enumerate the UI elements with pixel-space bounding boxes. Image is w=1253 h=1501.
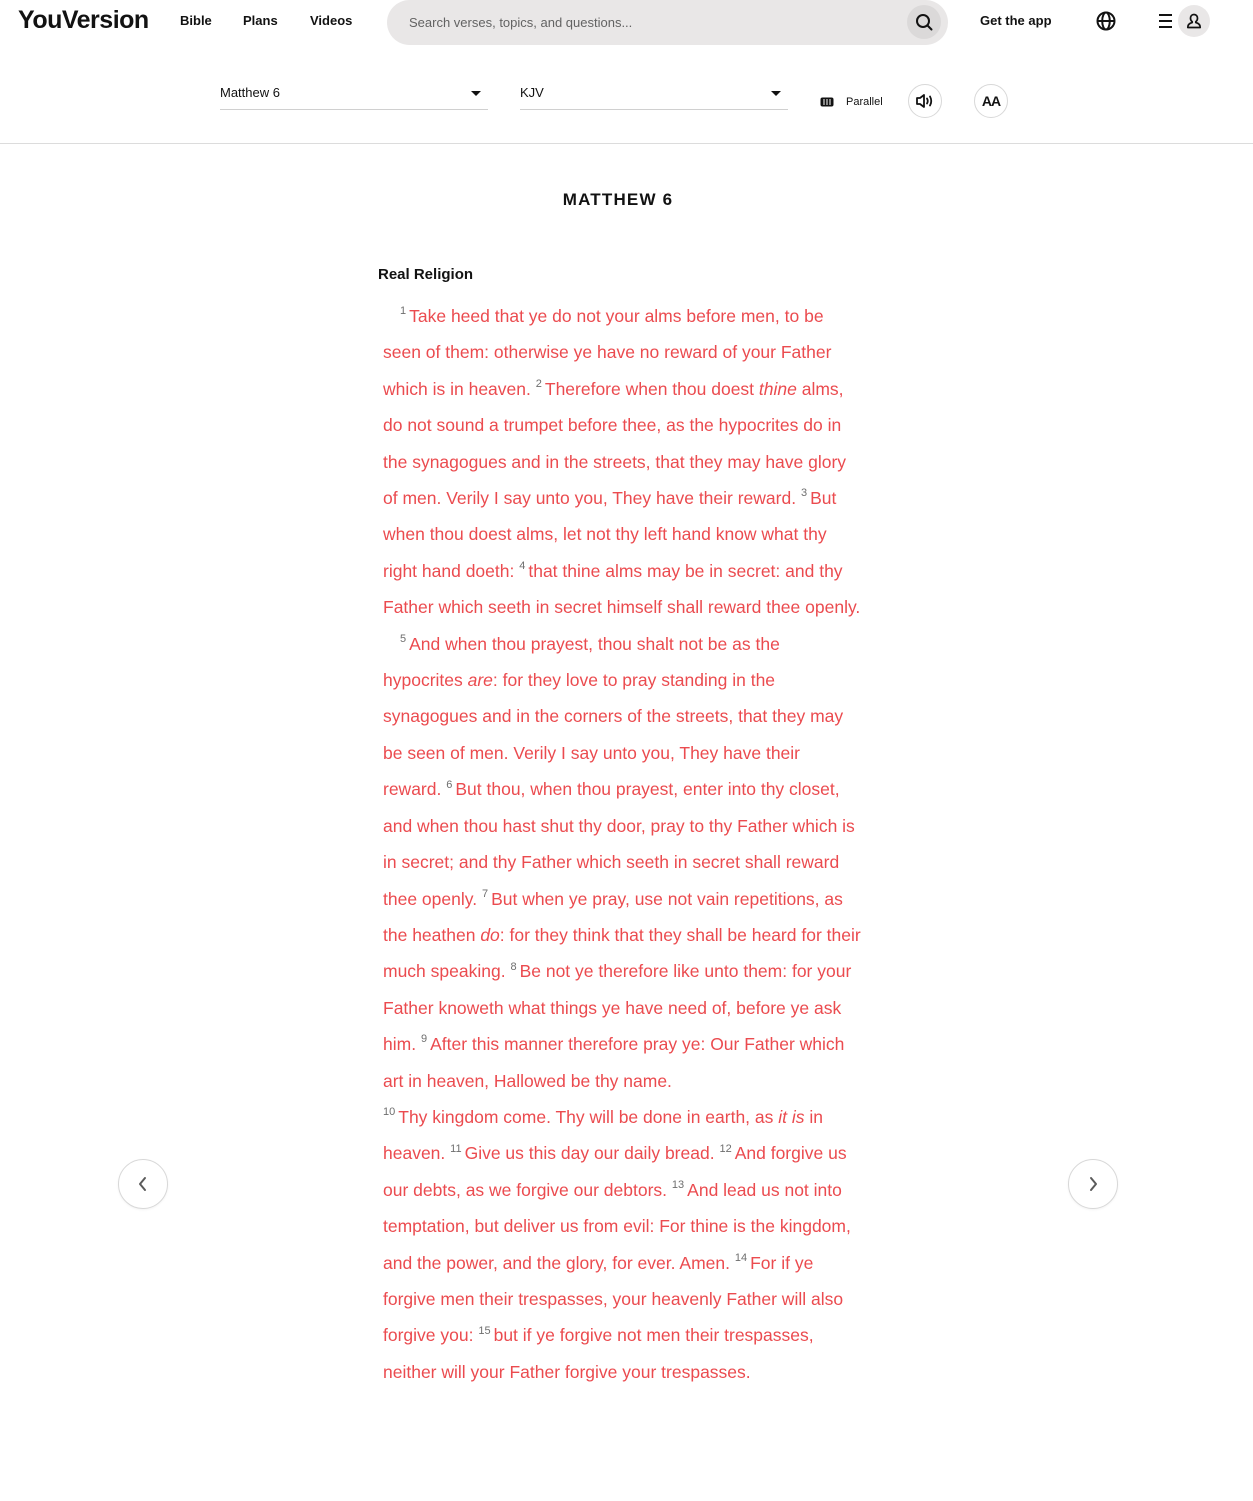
speaker-icon [915, 93, 935, 109]
verse-number: 12 [719, 1142, 732, 1155]
verse-italic-text: it is [778, 1106, 805, 1127]
verse-text: : for they think that they shall be heard for their much speaking. [383, 924, 861, 982]
search-bar [387, 0, 948, 45]
verse-text: For if ye forgive men their trespasses, your heavenly Father will also forgive you: [383, 1252, 844, 1346]
audio-button[interactable] [908, 84, 942, 118]
verse-text: Thy kingdom come. Thy will be done in earth, as [398, 1106, 779, 1127]
verse-text: And lead us not into temptation, but deliver us from evil: For thine is the kingdom, and the power, and the glory, for ever. Amen. [383, 1179, 851, 1273]
verse-text: And forgive us our debts, as we forgive our debtors. [383, 1143, 847, 1200]
nav-link-videos[interactable]: Videos [310, 13, 353, 28]
profile-button[interactable] [1178, 5, 1210, 37]
verse-number: 7 [481, 887, 489, 900]
verse-number: 11 [450, 1142, 462, 1155]
verse-text: And when thou prayest, thou shalt not be as the hypocrites [383, 633, 780, 691]
verse-text: Be not ye therefore like unto them: for your Father knoweth what things ye have need of, before ye ask him. [383, 961, 852, 1055]
chapter-title: MATTHEW 6 [562, 190, 674, 209]
verse-number: 14 [734, 1251, 748, 1264]
verse-number: 9 [420, 1033, 428, 1046]
verse-number: 13 [671, 1179, 685, 1192]
chevron-down-icon [771, 91, 781, 96]
search-button[interactable] [907, 5, 941, 39]
section-heading: Real Religion [378, 266, 474, 283]
verse-text: that thine alms may be in secret: and thy Father which seeth in secret himself shall reward thee openly. [383, 560, 861, 618]
verse-number: 5 [400, 632, 407, 645]
chevron-down-icon [471, 91, 481, 96]
parallel-columns-icon [820, 97, 834, 107]
verse-text: alms, do not sound a trumpet before thee, as the hypocrites do in the synagogues and in the streets, that they may have glory of men. Verily I say unto you, They have their reward. [383, 378, 847, 509]
verse-text: Give us this day our daily bread. [464, 1143, 715, 1164]
paragraph [383, 626, 861, 1391]
verse-italic-text: do [480, 924, 500, 945]
previous-chapter-button[interactable] [118, 1159, 168, 1209]
reader-toolbar [0, 44, 1253, 144]
verse-text: in heaven. [383, 1106, 823, 1164]
verse-text: But when thou doest alms, let not thy left hand know what thy right hand doeth: [383, 488, 837, 581]
version-select[interactable] [520, 82, 788, 110]
chevron-right-icon [1087, 1176, 1099, 1192]
verse-text: But thou, when thou prayest, enter into thy closet, and when thou hast shut thy door, pray to thy Father which is in secret; and thy Father which seeth in secret shall reward thee openly. [383, 779, 855, 909]
language-button[interactable] [1095, 10, 1117, 32]
verse[interactable] [450, 1143, 714, 1163]
parallel-toggle[interactable] [820, 94, 883, 110]
verse-number: 3 [800, 487, 808, 500]
search-icon [915, 13, 933, 31]
book-chapter-select[interactable] [220, 82, 488, 110]
verse-number: 8 [510, 960, 517, 973]
verse-text: Therefore when thou doest [544, 378, 759, 399]
chevron-left-icon [137, 1176, 149, 1192]
verse-text: But when ye pray, use not vain repetitions, as the heathen [383, 888, 843, 945]
verse-italic-text: are [467, 670, 493, 691]
verse[interactable] [383, 634, 843, 800]
nav-link-plans[interactable]: Plans [243, 13, 278, 28]
get-the-app-link[interactable]: Get the app [980, 13, 1052, 28]
verse-text: Take heed that ye do not your alms before men, to be seen of them: otherwise ye have no reward of your Father which is in heaven. [383, 306, 832, 399]
verse-number: 4 [519, 560, 526, 573]
font-settings-button[interactable] [974, 84, 1008, 118]
youversion-logo[interactable]: YouVersion [18, 6, 149, 34]
user-icon [1185, 12, 1203, 30]
verse-text: but if ye forgive not men their trespasses, neither will your Father forgive your trespasses. [383, 1325, 814, 1382]
version-value: KJV [520, 85, 544, 100]
verse-text: : for they love to pray standing in the synagogues and in the corners of the streets, that they may be seen of men. Verily I say unto you, They have their reward. [383, 670, 844, 800]
search-input[interactable] [409, 12, 889, 32]
verse-number: 6 [446, 778, 453, 791]
next-chapter-button[interactable] [1068, 1159, 1118, 1209]
bible-passage [383, 298, 861, 1390]
parallel-label: Parallel [846, 96, 883, 108]
verse-text: After this manner therefore pray ye: Our Father which art in heaven, Hallowed be thy name. [383, 1034, 845, 1091]
verse-number: 10 [383, 1106, 396, 1119]
verse-number: 2 [535, 378, 542, 391]
verse[interactable] [383, 1034, 844, 1090]
verse-number: 1 [400, 305, 407, 318]
paragraph [383, 298, 861, 626]
font-size-icon: AA [981, 93, 1001, 109]
nav-link-bible[interactable]: Bible [180, 13, 212, 28]
menu-button[interactable] [1157, 12, 1173, 30]
top-nav [0, 0, 1253, 44]
verse-italic-text: thine [758, 378, 797, 399]
hamburger-icon [1157, 12, 1173, 30]
book-chapter-value: Matthew 6 [220, 85, 280, 100]
globe-icon [1095, 10, 1117, 32]
verse-number: 15 [478, 1324, 491, 1337]
